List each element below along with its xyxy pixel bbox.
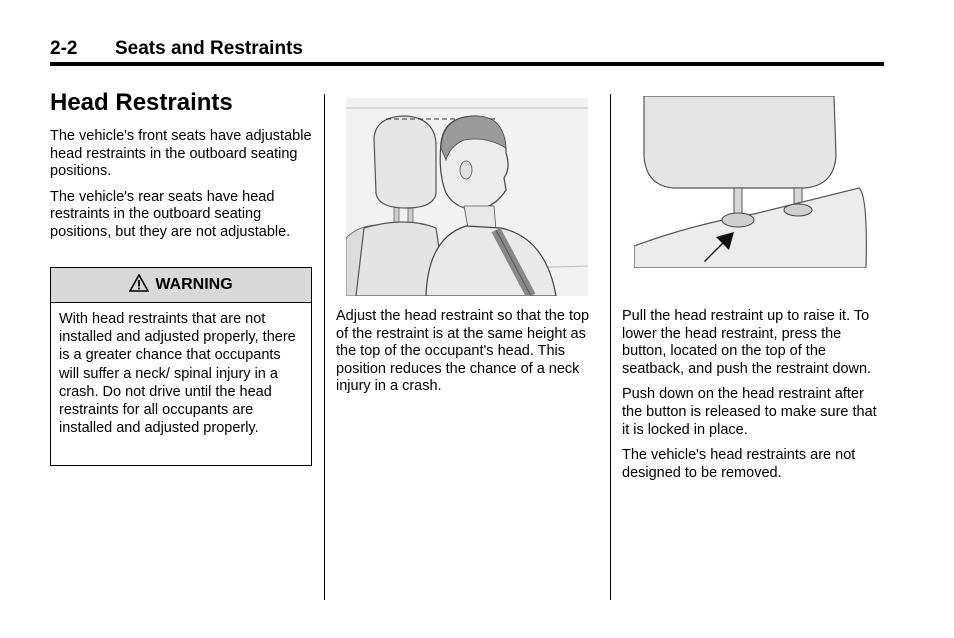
column-2-text <box>336 308 598 404</box>
column-divider <box>610 94 611 600</box>
section-number: 2-2 <box>50 38 78 59</box>
warning-text: With head restraints that are not installed and adjusted properly, there is a greater chance that occupants will suffer a neck/ spinal injury in a crash. Do not drive until the head restraints for all occupants are installed and adjusted properly. <box>59 311 296 437</box>
instruction-paragraph: Adjust the head restraint so that the top of the restraint is at the same height as the top of the occupant's head. This position reduces the chance of a neck injury in a crash. <box>336 308 590 395</box>
column-1 <box>50 88 312 250</box>
warning-header <box>51 268 311 303</box>
header-rule <box>50 62 884 66</box>
instruction-paragraph: Pull the head restraint up to raise it. To lower the head restraint, press the button, located on the top of the seatback, and push the restraint down. <box>622 308 872 377</box>
warning-label: WARNING <box>155 276 233 293</box>
warning-triangle-icon <box>129 274 149 297</box>
occupant-head-restraint-illustration <box>346 98 588 296</box>
warning-body <box>51 303 311 437</box>
page-title: Head Restraints <box>50 89 233 116</box>
intro-paragraph: The vehicle's front seats have adjustable head restraints in the outboard seating positions. <box>50 128 312 180</box>
section-title: Seats and Restraints <box>115 38 303 59</box>
intro-paragraph: The vehicle's rear seats have head restraints in the outboard seating positions, but they are not adjustable. <box>50 188 291 240</box>
column-divider <box>324 94 325 600</box>
warning-box <box>50 267 312 466</box>
column-3-text <box>622 308 884 490</box>
head-restraint-button-illustration <box>634 96 868 268</box>
instruction-paragraph: The vehicle's head restraints are not designed to be removed. <box>622 447 856 481</box>
instruction-paragraph: Push down on the head restraint after the button is released to make sure that it is locked in place. <box>622 386 877 438</box>
